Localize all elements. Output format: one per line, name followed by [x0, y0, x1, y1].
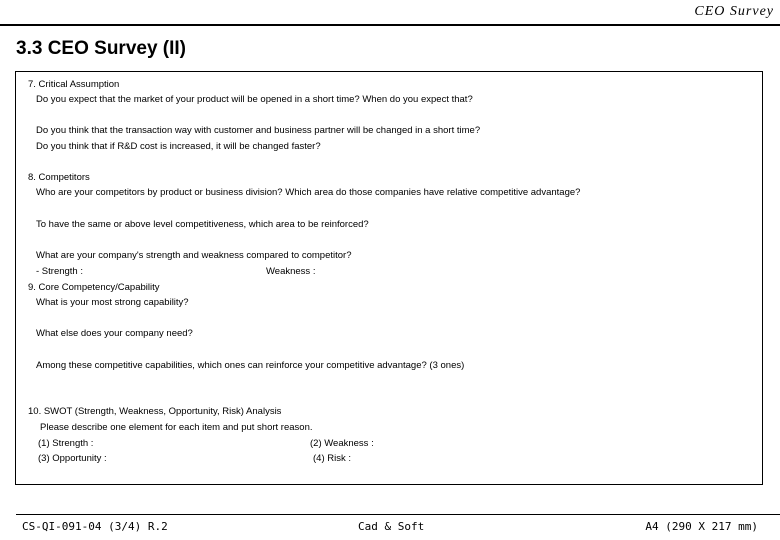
section-7-question-3: Do you think that if R&D cost is increased, it will be changed faster?	[36, 141, 321, 152]
swot-risk-label: (4) Risk :	[313, 453, 351, 464]
section-8-weakness-label: Weakness :	[266, 266, 316, 277]
section-9-question-1: What is your most strong capability?	[36, 297, 189, 308]
footer-rule	[16, 514, 780, 515]
footer-company: Cad & Soft	[358, 520, 425, 533]
section-9-heading: 9. Core Competency/Capability	[28, 282, 160, 293]
footer-doc-code: CS-QI-091-04 (3/4) R.2	[22, 520, 168, 533]
section-8-heading: 8. Competitors	[28, 172, 90, 183]
section-7-question-2: Do you think that the transaction way with customer and business partner will be changed in a short time?	[36, 125, 481, 136]
section-8-strength-label: - Strength :	[36, 266, 83, 277]
footer-paper-size: A4 (290 X 217 mm)	[645, 520, 758, 533]
header-label: CEO Survey	[694, 4, 774, 19]
section-10-instruction: Please describe one element for each item and put short reason.	[40, 422, 313, 433]
section-8-question-1: Who are your competitors by product or business division? Which area do those companies have relative competitive advantage?	[36, 187, 581, 198]
header-rule	[0, 24, 780, 26]
section-7-heading: 7. Critical Assumption	[28, 79, 120, 90]
swot-opportunity-label: (3) Opportunity :	[38, 453, 107, 464]
section-9-question-2: What else does your company need?	[36, 328, 193, 339]
section-8-question-3: What are your company's strength and weakness compared to competitor?	[36, 250, 352, 261]
section-8-question-2: To have the same or above level competitiveness, which area to be reinforced?	[36, 219, 369, 230]
section-9-question-3: Among these competitive capabilities, which ones can reinforce your competitive advantage? (3 ones)	[36, 360, 465, 371]
page-title: 3.3 CEO Survey (II)	[16, 38, 187, 59]
section-7-question-1: Do you expect that the market of your product will be opened in a short time? When do you expect that?	[36, 94, 473, 105]
section-10-heading: 10. SWOT (Strength, Weakness, Opportunity, Risk) Analysis	[28, 406, 282, 417]
swot-strength-label: (1) Strength :	[38, 438, 94, 449]
swot-weakness-label: (2) Weakness :	[310, 438, 374, 449]
